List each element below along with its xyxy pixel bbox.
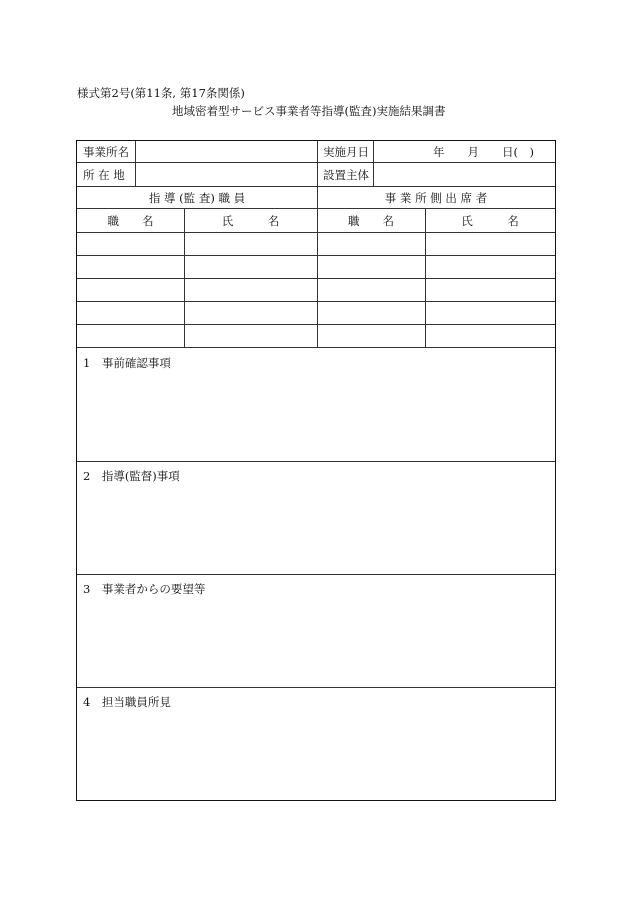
section-content-prior-check[interactable]	[77, 373, 555, 459]
address-field[interactable]	[135, 162, 317, 186]
office-name-label: 事業所名	[83, 145, 129, 159]
table-row-cell[interactable]	[425, 255, 555, 278]
operator-label: 設置主体	[323, 168, 369, 182]
section-divider	[77, 461, 555, 462]
section-content-guidance[interactable]	[77, 486, 555, 572]
operator-field[interactable]	[373, 162, 555, 186]
table-row-cell[interactable]	[184, 278, 317, 301]
table-row-cell[interactable]	[184, 301, 317, 324]
section-divider	[77, 574, 555, 575]
table-row-cell[interactable]	[184, 232, 317, 255]
form-number: 様式第2号(第11条, 第17条関係)	[77, 86, 245, 100]
result-form-table	[76, 140, 556, 801]
section-content-staff-opinion[interactable]	[77, 712, 555, 798]
staff-position-header: 職 名	[107, 214, 154, 228]
section-label-requests: 3 事業者からの要望等	[83, 582, 206, 596]
table-row-cell[interactable]	[317, 324, 425, 347]
attendee-position-header: 職 名	[348, 214, 394, 228]
table-row-cell[interactable]	[184, 255, 317, 278]
table-row-cell[interactable]	[425, 232, 555, 255]
row-divider	[77, 186, 555, 187]
section-label-staff-opinion: 4 担当職員所見	[83, 695, 171, 709]
attendee-name-header: 氏 名	[461, 214, 519, 228]
office-name-field[interactable]	[135, 141, 317, 162]
table-row-cell[interactable]	[77, 278, 184, 301]
staff-header: 指 導 (監 査) 職 員	[148, 191, 246, 205]
table-row-cell[interactable]	[317, 255, 425, 278]
section-divider	[77, 687, 555, 688]
table-row-cell[interactable]	[77, 232, 184, 255]
table-row-cell[interactable]	[425, 278, 555, 301]
table-row-cell[interactable]	[77, 324, 184, 347]
table-row-cell[interactable]	[425, 324, 555, 347]
date-field[interactable]: 年 月 日( )	[433, 145, 534, 159]
table-row-cell[interactable]	[77, 301, 184, 324]
table-row-cell[interactable]	[317, 232, 425, 255]
table-row-cell[interactable]	[317, 301, 425, 324]
row-divider	[77, 208, 555, 209]
section-content-requests[interactable]	[77, 599, 555, 685]
table-row-cell[interactable]	[184, 324, 317, 347]
attendee-header: 事 業 所 側 出 席 者	[384, 191, 488, 205]
address-label: 所 在 地	[83, 168, 125, 182]
section-label-prior-check: 1 事前確認事項	[83, 356, 171, 370]
staff-name-header: 氏 名	[221, 214, 280, 228]
date-label: 実施月日	[323, 145, 369, 159]
document-title: 地域密着型サービス事業者等指導(監査)実施結果調書	[172, 104, 446, 118]
row-divider	[77, 347, 555, 348]
table-row-cell[interactable]	[77, 255, 184, 278]
section-label-guidance: 2 指導(監督)事項	[83, 469, 180, 483]
table-row-cell[interactable]	[317, 278, 425, 301]
table-row-cell[interactable]	[425, 301, 555, 324]
